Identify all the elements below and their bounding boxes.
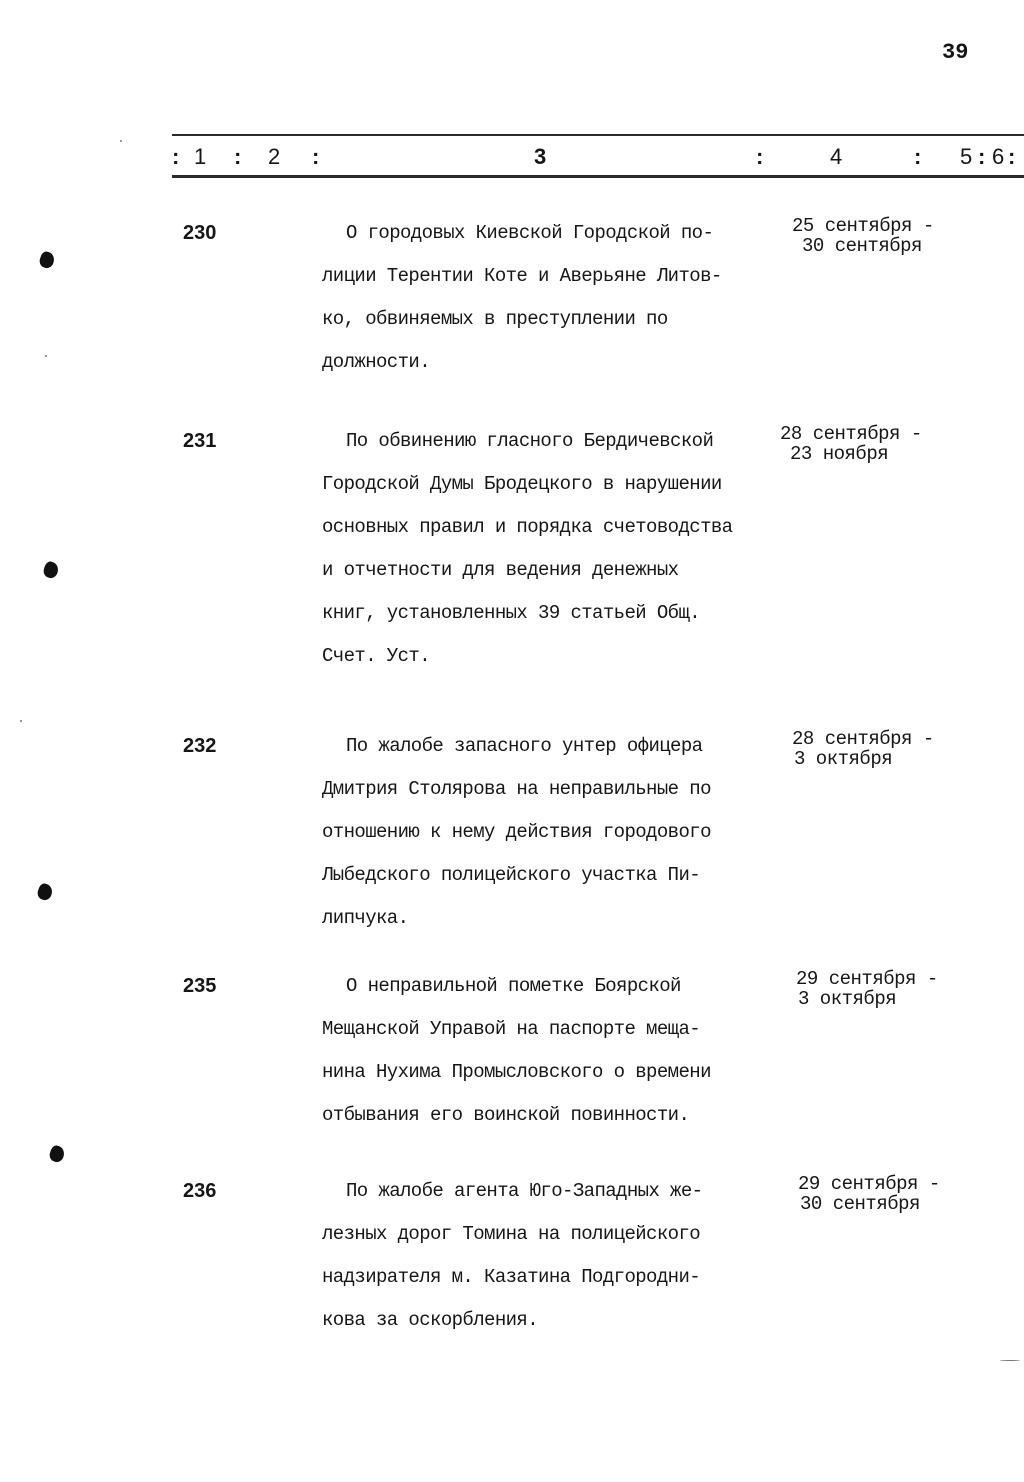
- record-dates: [780, 424, 922, 464]
- column-separator: :: [978, 144, 986, 169]
- column-separator: :: [756, 144, 764, 169]
- description-line: О городовых Киевской Городской по-: [346, 222, 714, 244]
- scan-speckle: [120, 140, 122, 142]
- column-header-4: 4: [830, 144, 843, 169]
- description-line: По жалобе запасного унтер офицера: [346, 735, 703, 757]
- description-line: нина Нухима Промысловского о времени: [322, 1061, 711, 1083]
- scan-speckle: [20, 720, 22, 722]
- date-end: 23 ноября: [790, 443, 889, 465]
- column-separator: :: [312, 144, 320, 169]
- description-line: По жалобе агента Юго-Западных же-: [346, 1180, 703, 1202]
- column-separator: :: [172, 144, 180, 169]
- column-header-1: 1: [194, 144, 207, 169]
- description-line: Счет. Уст.: [322, 645, 431, 667]
- record-description: [322, 212, 792, 384]
- record-description: [322, 725, 792, 940]
- page-number: 39: [942, 40, 969, 65]
- scan-speckle: [1000, 1360, 1020, 1361]
- column-header-3: 3: [534, 144, 547, 169]
- description-line: ко, обвиняемых в преступлении по: [322, 308, 668, 330]
- description-line: Городской Думы Бродецкого в нарушении: [322, 473, 722, 495]
- record-dates: [798, 1174, 940, 1214]
- date-start: 25 сентября -: [792, 215, 934, 237]
- description-line: Дмитрия Столярова на неправильные по: [322, 778, 711, 800]
- record-number: 231: [183, 430, 217, 452]
- record-number: 232: [183, 735, 217, 757]
- date-end: 30 сентября: [802, 235, 922, 257]
- description-line: и отчетности для ведения денежных: [322, 559, 679, 581]
- header-rule-bottom: [172, 175, 1024, 178]
- punch-hole-mark: [48, 1144, 67, 1164]
- date-start: 29 сентября -: [798, 1173, 940, 1195]
- description-line: основных правил и порядка счетоводства: [322, 516, 733, 538]
- column-separator: :: [914, 144, 922, 169]
- description-line: отношению к нему действия городового: [322, 821, 711, 843]
- column-header-6: 6: [992, 144, 1005, 169]
- column-header-5: 5: [960, 144, 973, 169]
- date-end: 3 октября: [794, 748, 893, 770]
- column-separator: :: [234, 144, 242, 169]
- description-line: лезных дорог Томина на полицейского: [322, 1223, 701, 1245]
- date-end: 30 сентября: [800, 1193, 920, 1215]
- description-line: О неправильной пометке Боярской: [346, 975, 681, 997]
- description-line: книг, установленных 39 статьей Общ.: [322, 602, 701, 624]
- description-line: надзирателя м. Казатина Подгородни-: [322, 1266, 701, 1288]
- column-separator: :: [1008, 144, 1016, 169]
- header-rule-top: [172, 134, 1024, 136]
- record-description: [322, 965, 792, 1137]
- punch-hole-mark: [42, 560, 61, 580]
- description-line: кова за оскорбления.: [322, 1309, 539, 1331]
- punch-hole-mark: [38, 250, 57, 270]
- record-number: 236: [183, 1180, 217, 1202]
- record-description: [322, 1170, 792, 1342]
- description-line: лиции Терентии Коте и Аверьяне Литов-: [322, 265, 722, 287]
- description-line: должности.: [322, 351, 431, 373]
- description-line: Лыбедского полицейского участка Пи-: [322, 864, 701, 886]
- punch-hole-mark: [36, 882, 55, 902]
- record-dates: [792, 729, 934, 769]
- record-number: 230: [183, 222, 217, 244]
- description-line: Мещанской Управой на паспорте меща-: [322, 1018, 701, 1040]
- date-start: 29 сентября -: [796, 968, 938, 990]
- record-dates: [792, 216, 934, 256]
- description-line: По обвинению гласного Бердичевской: [346, 430, 714, 452]
- record-number: 235: [183, 975, 217, 997]
- date-start: 28 сентября -: [792, 728, 934, 750]
- record-dates: [796, 969, 938, 1009]
- record-description: [322, 420, 792, 678]
- description-line: отбывания его воинской повинности.: [322, 1104, 690, 1126]
- column-header-row: [172, 140, 1024, 174]
- scan-speckle: [45, 355, 47, 357]
- date-end: 3 октября: [798, 988, 897, 1010]
- column-header-2: 2: [268, 144, 281, 169]
- description-line: липчука.: [322, 907, 409, 929]
- date-start: 28 сентября -: [780, 423, 922, 445]
